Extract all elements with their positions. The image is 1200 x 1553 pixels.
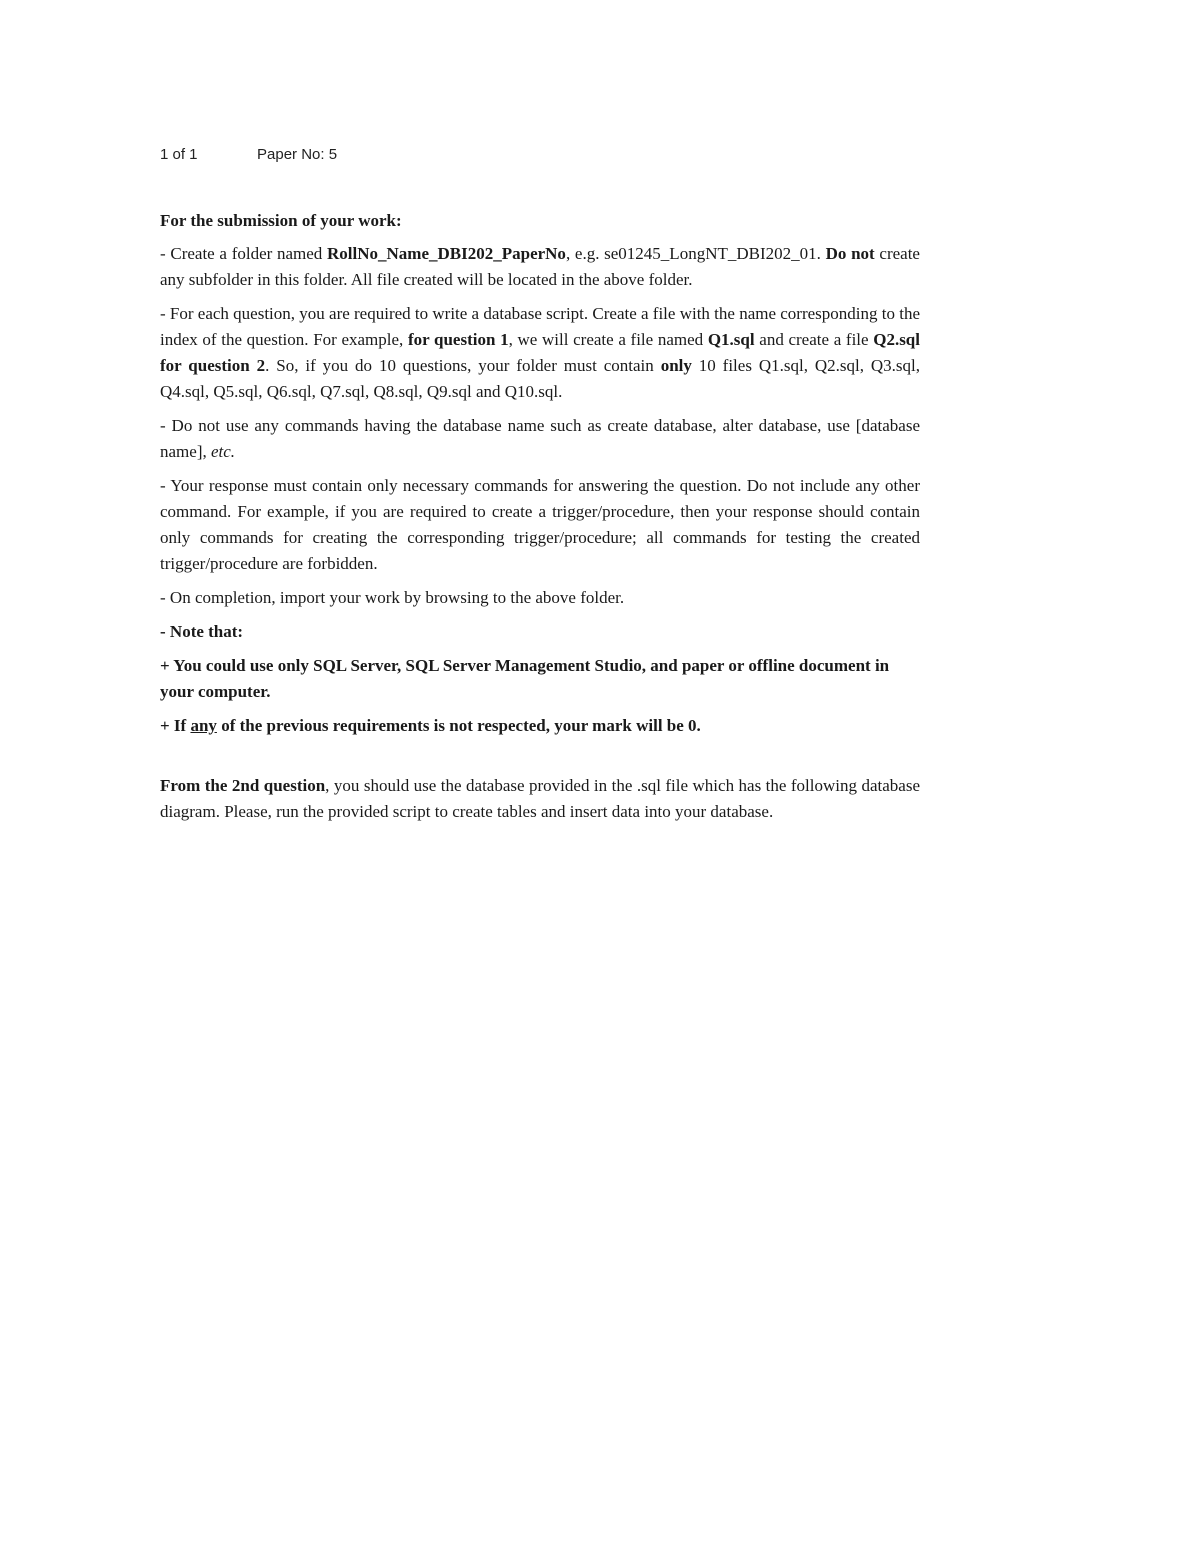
page-number: 1 of 1 bbox=[160, 146, 198, 163]
paper-number: Paper No: 5 bbox=[257, 146, 338, 163]
page-header bbox=[160, 146, 337, 163]
note-requirements: + If any of the previous requirements is not respected, your mark will be 0. bbox=[160, 716, 701, 735]
database-command-instruction: - Do not use any commands having the database name such as create database, alter database, use [database name], etc. bbox=[160, 416, 920, 461]
response-instruction: - Your response must contain only necessary commands for answering the question. Do not include any other command. For example, if you are required to create a trigger/procedure, then your response should contain only commands for creating the corresponding trigger/procedure; all commands for testing the created trigger/procedure are forbidden. bbox=[160, 476, 920, 573]
note-tools: + You could use only SQL Server, SQL Server Management Studio, and paper or offline document in your computer. bbox=[160, 656, 890, 701]
instructions-body bbox=[160, 208, 920, 833]
database-paragraph: From the 2nd question, you should use the database provided in the .sql file which has the following database diagram. Please, run the provided script to create tables and insert data into your database. bbox=[160, 776, 920, 821]
completion-instruction: - On completion, import your work by browsing to the above folder. bbox=[160, 588, 625, 607]
file-instruction: - For each question, you are required to write a database script. Create a file with the name corresponding to the index of the question. For example, for question 1, we will create a file named Q1.sql and create a file Q2.sql for question 2. So, if you do 10 questions, your folder must contain only 10 files Q1.sql, Q2.sql, Q3.sql, Q4.sql, Q5.sql, Q6.sql, Q7.sql, Q8.sql, Q9.sql and Q10.sql. bbox=[160, 304, 921, 401]
submission-heading: For the submission of your work: bbox=[160, 211, 402, 230]
folder-instruction: - Create a folder named RollNo_Name_DBI202_PaperNo, e.g. se01245_LongNT_DBI202_01. Do not create any subfolder in this folder. All file created will be located in the above folder. bbox=[160, 244, 920, 289]
note-heading: - Note that: bbox=[160, 622, 244, 641]
